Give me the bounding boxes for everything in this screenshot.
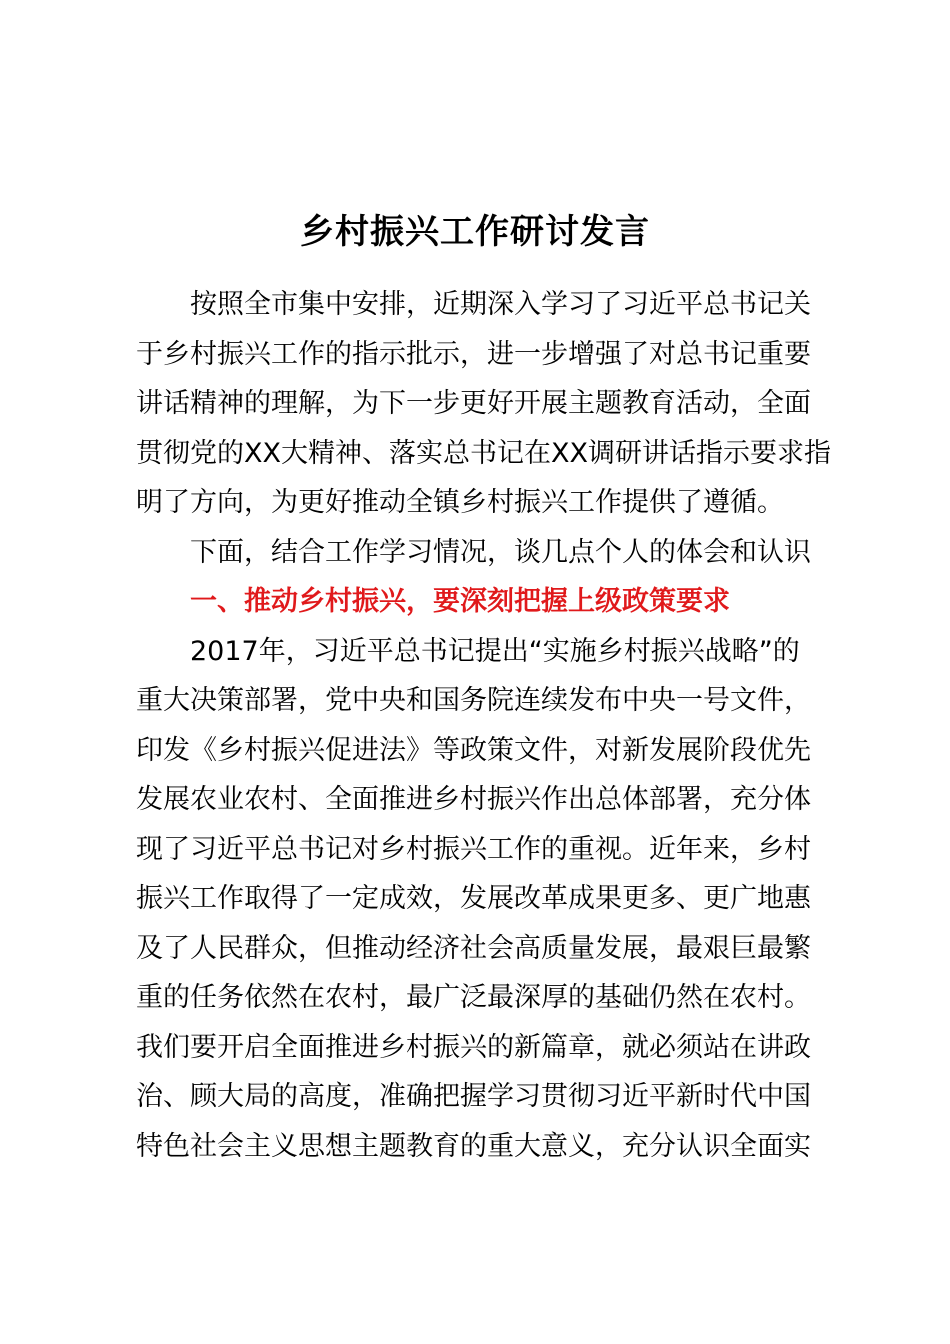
section-heading: 一、推动乡村振兴，要深刻把握上级政策要求 — [190, 586, 730, 617]
paragraph-line: 按照全市集中安排，近期深入学习了习近平总书记关 — [190, 289, 811, 320]
paragraph-line: 于乡村振兴工作的指示批示，进一步增强了对总书记重要 — [136, 338, 811, 370]
paragraph-line: 2017年，习近平总书记提出“实施乡村振兴战略”的 — [190, 635, 800, 667]
paragraph-line: 重大决策部署，党中央和国务院连续发布中央一号文件， — [136, 685, 811, 716]
paragraph-line: 现了习近平总书记对乡村振兴工作的重视。近年来，乡村 — [136, 833, 811, 865]
paragraph-line: 印发《乡村振兴促进法》等政策文件，对新发展阶段优先 — [136, 734, 811, 766]
paragraph-line: 振兴工作取得了一定成效，发展改革成果更多、更广地惠 — [136, 883, 811, 914]
document-title: 乡村振兴工作研讨发言 — [300, 212, 650, 252]
paragraph-line: 贯彻党的XX大精神、落实总书记在XX调研讲话指示要求指 — [136, 437, 831, 469]
paragraph-line: 下面，结合工作学习情况，谈几点个人的体会和认识 — [190, 536, 811, 568]
paragraph-line: 明了方向，为更好推动全镇乡村振兴工作提供了遵循。 — [136, 487, 784, 518]
paragraph-line: 发展农业农村、全面推进乡村振兴作出总体部署，充分体 — [136, 784, 811, 815]
paragraph-line: 重的任务依然在农村，最广泛最深厚的基础仍然在农村。 — [136, 982, 811, 1013]
paragraph-line: 特色社会主义思想主题教育的重大意义，充分认识全面实 — [136, 1130, 811, 1162]
paragraph-line: 治、顾大局的高度，准确把握学习贯彻习近平新时代中国 — [136, 1081, 811, 1112]
paragraph-line: 讲话精神的理解，为下一步更好开展主题教育活动，全面 — [136, 388, 811, 419]
paragraph-line: 我们要开启全面推进乡村振兴的新篇章，就必须站在讲政 — [136, 1031, 811, 1063]
paragraph-line: 及了人民群众，但推动经济社会高质量发展，最艰巨最繁 — [136, 932, 811, 964]
document-body — [136, 280, 852, 1171]
